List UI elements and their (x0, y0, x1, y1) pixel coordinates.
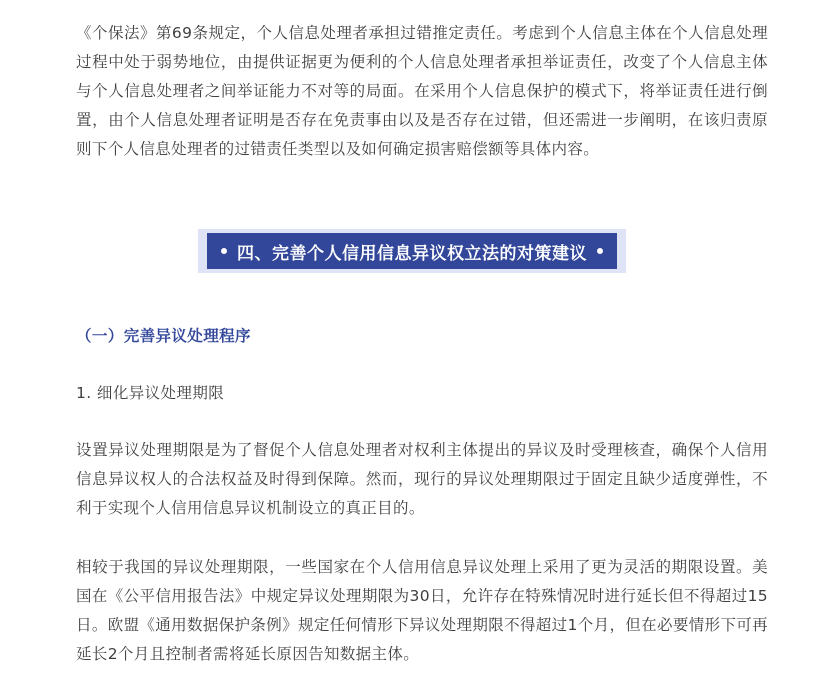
section-banner-bar (207, 233, 617, 269)
paragraph-liability: 《个保法》第69条规定，个人信息处理者承担过错推定责任。考虑到个人信息主体在个人信息处理过程中处于弱势地位，由提供证据更为便利的个人信息处理者承担举证责任，改变了个人信息主体与个人信息处理者之间举证能力不对等的局面。在采用个人信息保护的模式下，将举证责任进行倒置，由个人信息处理者证明是否存在免责事由以及是否存在过错，但还需进一步阐明，在该归责原则下个人信息处理者的过错责任类型以及如何确定损害赔偿额等具体内容。 (76, 24, 768, 158)
section-heading: 四、完善个人信用信息异议权立法的对策建议 (237, 243, 587, 264)
subsection-heading: （一）完善异议处理程序 (76, 327, 251, 345)
bullet-left-icon (221, 248, 227, 254)
item-title: 1. 细化异议处理期限 (76, 384, 225, 402)
bullet-right-icon (597, 248, 603, 254)
paragraph-comparison: 相较于我国的异议处理期限，一些国家在个人信用信息异议处理上采用了更为灵活的期限设置。美国在《公平信用报告法》中规定异议处理期限为30日，允许存在特殊情况时进行延长但不得超过15日。欧盟《通用数据保护条例》规定任何情形下异议处理期限不得超过1个月，但在必要情形下可再延长2个月且控制者需将延长原因告知数据主体。 (76, 558, 768, 663)
paragraph-time-limit: 设置异议处理期限是为了督促个人信息处理者对权利主体提出的异议及时受理核查，确保个人信用信息异议权人的合法权益及时得到保障。然而，现行的异议处理期限过于固定且缺少适度弹性，不利于实现个人信用信息异议机制设立的真正目的。 (76, 441, 768, 517)
section-banner (198, 229, 626, 273)
